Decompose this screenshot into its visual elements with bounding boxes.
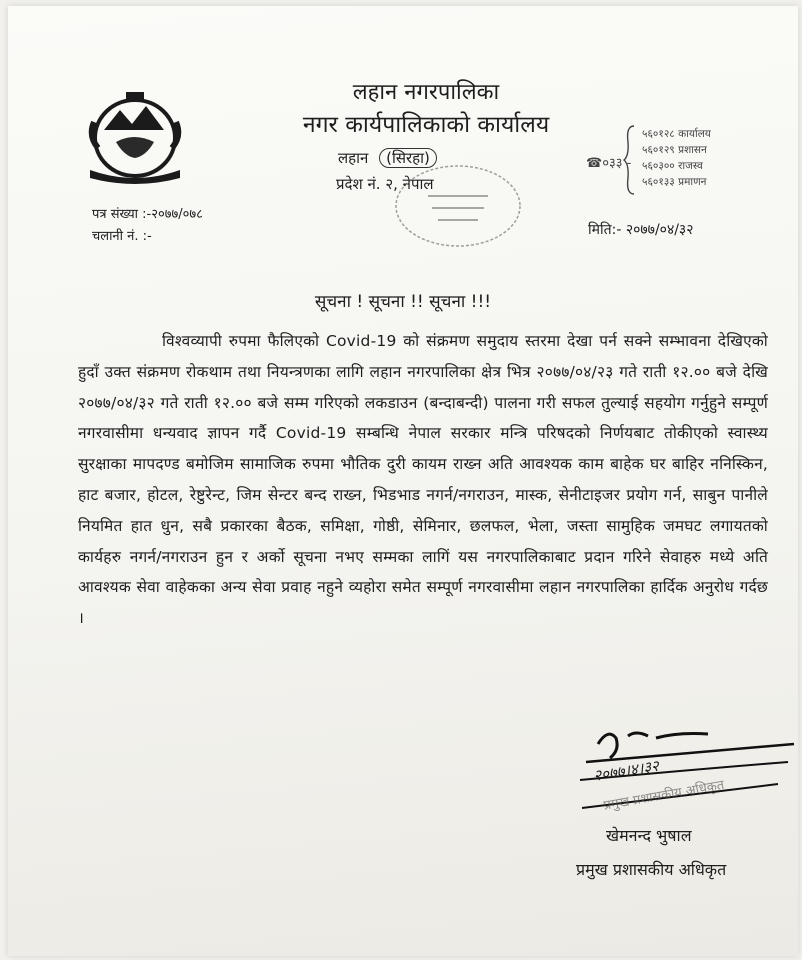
phone-number: ५६०१२९ प्रशासन [642, 144, 707, 156]
notice-title: सूचना ! सूचना !! सूचना !!! [314, 292, 492, 312]
signer-name: खेमनन्द भुषाल [606, 826, 692, 845]
phone-list [642, 126, 711, 190]
district: (सिरहा) [379, 148, 437, 168]
phone-icon: ☎०३३ - [586, 156, 632, 171]
signature-stamp: प्रमुख प्रशासकीय अधिकृत [602, 777, 726, 814]
office-stamp-icon [388, 156, 528, 256]
letter-date: मिति:- २०७७/०४/३२ [588, 222, 694, 238]
phone-number: ५६०१२८ कार्यालय [642, 128, 711, 140]
municipality-name: लहान नगरपालिका [352, 80, 500, 105]
dispatch-number: चलानी नं. :- [92, 229, 152, 244]
handwritten-date: २०७७।४।३२ [592, 756, 661, 785]
city: लहान [338, 149, 369, 167]
signer-title: प्रमुख प्रशासकीय अधिकृत [576, 860, 727, 879]
nepal-emblem-icon [76, 86, 194, 186]
phone-number: ५६०३०० राजस्व [642, 160, 703, 172]
phone-number: ५६०१३३ प्रमाणन [642, 176, 707, 188]
reference-block [92, 204, 203, 248]
brace-icon [622, 124, 636, 196]
office-name: नगर कार्यपालिकाको कार्यालय [302, 112, 550, 138]
notice-document [8, 6, 798, 956]
province: प्रदेश नं. २, नेपाल [336, 175, 434, 193]
notice-body: विश्वव्यापी रुपमा फैलिएको Covid-19 को संक्रमण समुदाय स्तरमा देखा पर्न सक्ने सम्भावना देखिएको हुदाँ उक्त संक्रमण रोकथाम तथा नियन्त्रणका लागि लहान नगरपालिका क्षेत्र भित्र २०७७/०४/२३ गते राती १२.०० बजे देखि २०७७/०४/३२ गते राती १२.०० बजे सम्म गरिएको लकडाउन (बन्दाबन्दी) पालना गरी सफल तुल्याई सहयोग गर्नुहुने सम्पूर्ण नगरवासीमा धन्यवाद ज्ञापन गर्दै Covid-19 सम्बन्धि नेपाल सरकार मन्त्रि परिषदको निर्णयबाट तोकीएको स्वास्थ्य सुरक्षाका मापदण्ड बमोजिम सामाजिक रुपमा भौतिक दुरी कायम राख्न अति आवश्यक काम बाहेक घर बाहिर ननिस्किन, हाट बजार, होटल, रेष्टुरेन्ट, जिम सेन्टर बन्द राख्न, भिडभाड नगर्न/नगराउन, मास्क, सेनीटाइजर प्रयोग गर्न, साबुन पानीले नियमित हात धुन, सबै प्रकारका बैठक, समिक्षा, गोष्ठी, सेमिनार, छलफल, भेला, जस्ता सामुहिक जमघट लगायतको कार्यहरु नगर्न/नगराउन हुन र अर्को सूचना नभए सम्मका लागिं यस नगरपालिकाबाट प्रदान गरिने सेवाहरु मध्ये अति आवश्यक सेवा वाहेकका अन्य सेवा प्रवाह नहुने व्यहोरा समेत सम्पूर्ण नगरवासीमा लहान नगरपालिका हार्दिक अनुरोध गर्दछ । [78, 332, 768, 628]
letter-number: पत्र संख्या :-२०७७/०७८ [92, 207, 203, 222]
